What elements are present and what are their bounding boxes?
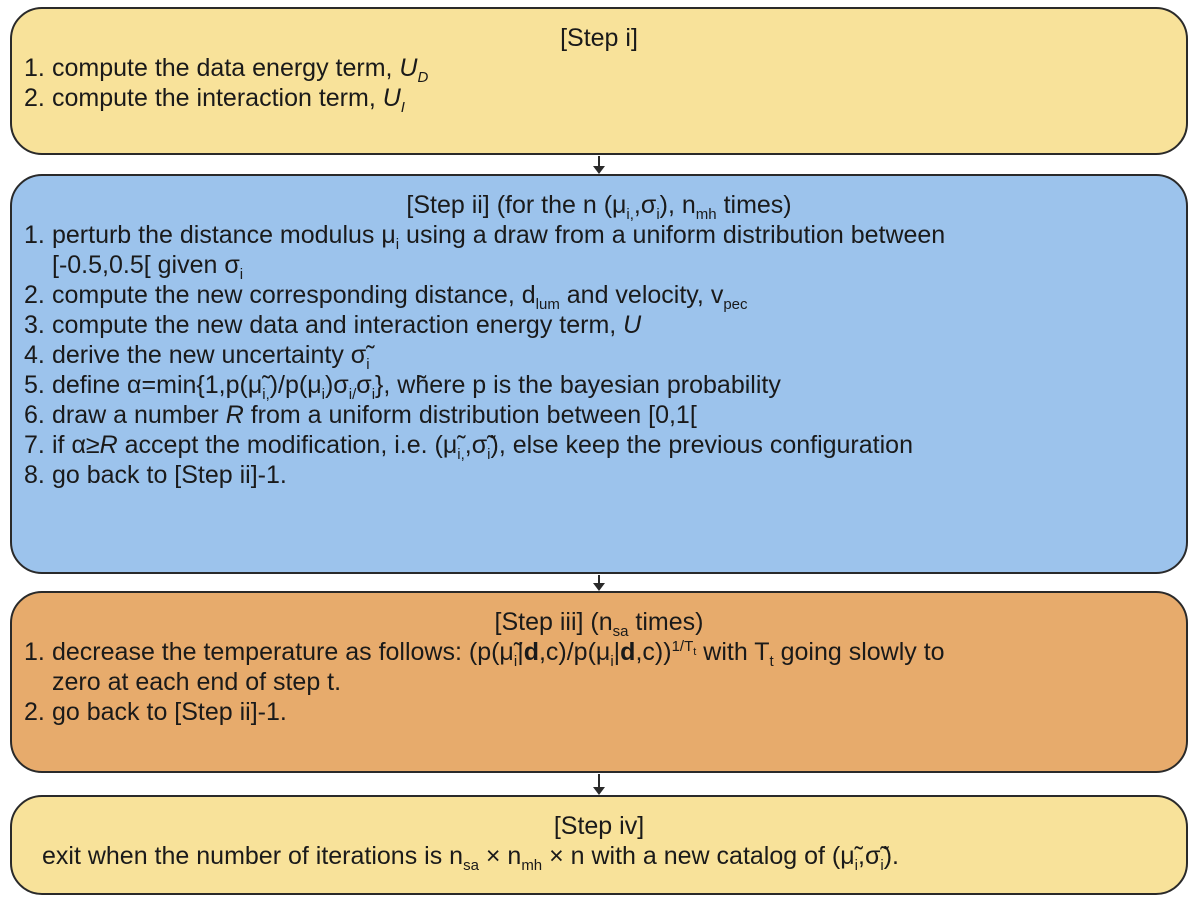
step-iii-item-1: 1. decrease the temperature as follows: $(p(\mũ_i|d,c)/p(\mu_i|d,c))^{1/T_t}$ with $T_t$ going slowly to [24, 637, 945, 670]
step-iii-item-2: 2. go back to [Step ii]-1. [24, 698, 287, 726]
step-ii-item-1-continued: [-0.5,0.5[ given $\sigma_i$ [52, 251, 244, 283]
step-ii-item-7: 7. if α≥R accept the modification, i.e. $(\mũ_{i,},\sigmã_i)$, else keep the previous configuration [24, 431, 913, 463]
step-iii-title: [Step iii] ($n_{sa}$ times) [494, 608, 704, 640]
step-ii-item-5: 5. define $\alpha=\min\{1,p(\mũ_{i,})/p(\mu_i)\sigma_{i/}\sigma_i\}$, wh̃ere p is the bayesian probability [24, 371, 781, 403]
step-ii-title: [Step ii] (for the n $(\mu_{i,},\sigma_i)$, $n_{mh}$ times) [406, 191, 792, 223]
step-iv-title: [Step iv] [553, 812, 645, 840]
step-ii-item-8: 8. go back to [Step ii]-1. [24, 461, 287, 489]
step-iii-box [10, 591, 1188, 773]
step-iii-item-1-continued: zero at each end of step t. [52, 668, 342, 696]
step-ii-box [10, 174, 1188, 574]
step-iv-line: exit when the number of iterations is $n_{sa} \times n_{mh} \times n$ with a new catalog of $(\mũ_i,\sigmã_i)$. [42, 842, 900, 874]
step-ii-item-4: 4. derive the new uncertainty $\sigmã_i$ [24, 341, 370, 373]
flow-arrow-2 [598, 575, 600, 585]
step-ii-item-3: 3. compute the new data and interaction energy term, U [24, 311, 642, 339]
step-ii-item-2: 2. compute the new corresponding distance, $d_{lum}$ and velocity, $v_{pec}$ [24, 281, 748, 313]
step-ii-item-6: 6. draw a number R from a uniform distribution between [0,1[ [24, 401, 697, 429]
step-i-box [10, 7, 1188, 155]
step-i-item-1: 1. compute the data energy term, $U_D$ [24, 54, 429, 86]
step-i-title: [Step i] [560, 24, 638, 52]
flow-arrow-1 [598, 156, 600, 168]
step-iv-box [10, 795, 1188, 895]
flow-arrow-3 [598, 774, 600, 789]
step-i-item-2: 2. compute the interaction term, $U_I$ [24, 84, 405, 116]
step-ii-item-1: 1. perturb the distance modulus $\mu_i$ using a draw from a uniform distribution between [24, 221, 946, 253]
